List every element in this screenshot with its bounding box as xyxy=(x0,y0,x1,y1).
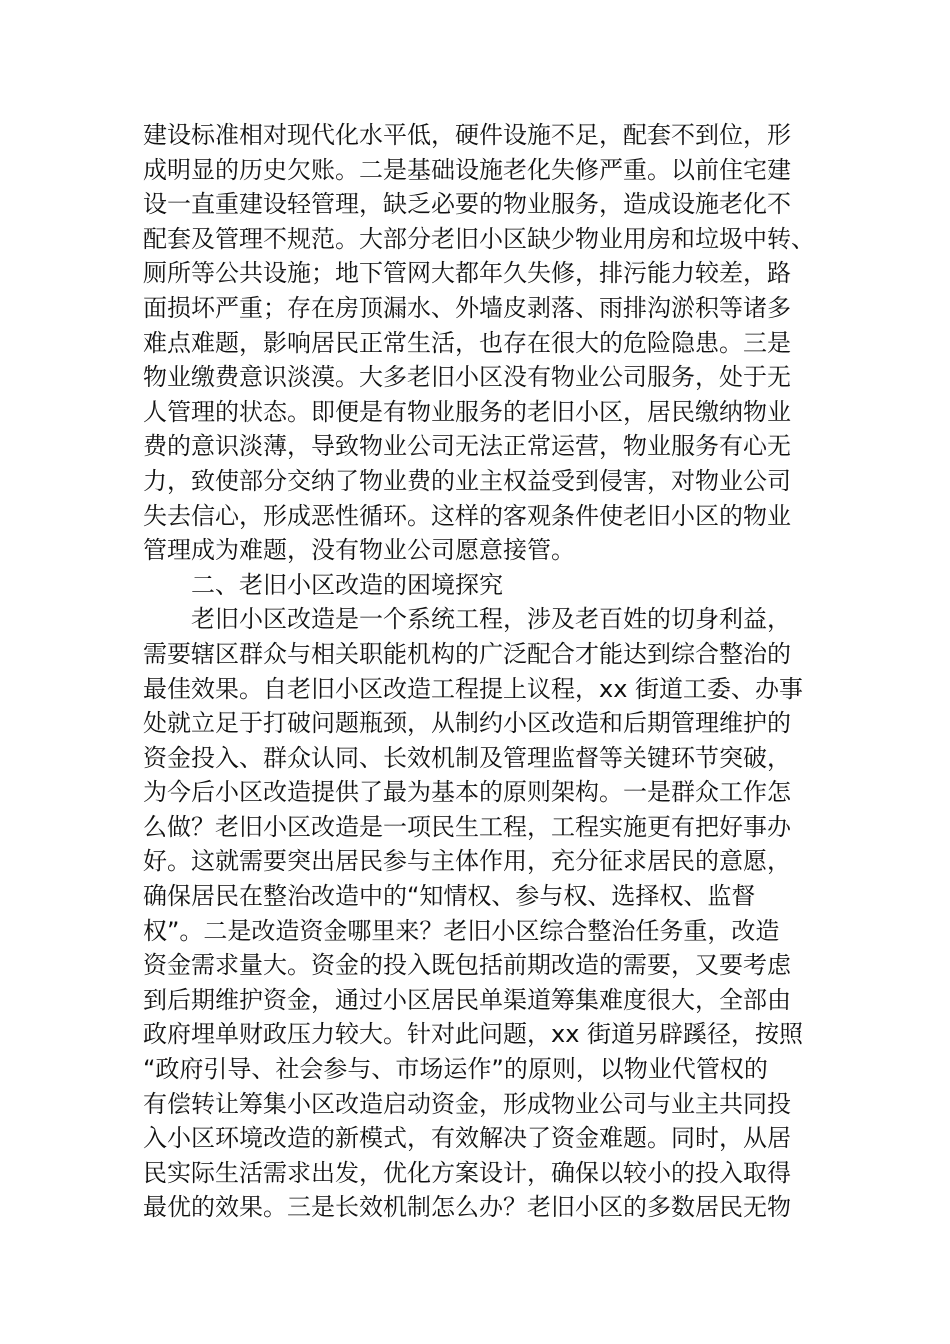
text-line: 资金需求量大。资金的投入既包括前期改造的需要，又要考虑 xyxy=(143,951,791,980)
text-line: 民实际生活需求出发，优化方案设计，确保以较小的投入取得 xyxy=(143,1158,791,1187)
text-line: 难点难题，影响居民正常生活，也存在很大的危险隐患。三是 xyxy=(143,328,791,357)
text-line: 为今后小区改造提供了最为基本的原则架构。一是群众工作怎 xyxy=(143,778,791,807)
text-line: 最优的效果。三是长效机制怎么办？老旧小区的多数居民无物 xyxy=(143,1193,791,1222)
text-line: 物业缴费意识淡漠。大多老旧小区没有物业公司服务，处于无 xyxy=(143,363,791,392)
text-line: 权”。二是改造资金哪里来？老旧小区综合整治任务重，改造 xyxy=(143,916,780,945)
text-line: 厕所等公共设施；地下管网大都年久失修，排污能力较差，路 xyxy=(143,259,791,288)
text-line: 资金投入、群众认同、长效机制及管理监督等关键环节突破， xyxy=(143,743,791,772)
text-line: 设一直重建设轻管理，缺乏必要的物业服务，造成设施老化不 xyxy=(143,190,791,219)
text-line: 人管理的状态。即便是有物业服务的老旧小区，居民缴纳物业 xyxy=(143,397,791,426)
text-line: 最佳效果。自老旧小区改造工程提上议程，xx 街道工委、办事 xyxy=(143,674,804,703)
text-line: 好。这就需要突出居民参与主体作用，充分征求居民的意愿， xyxy=(143,847,791,876)
section-heading: 二、老旧小区改造的困境探究 xyxy=(191,570,503,599)
text-line: 成明显的历史欠账。二是基础设施老化失修严重。以前住宅建 xyxy=(143,155,791,184)
text-line: 建设标准相对现代化水平低，硬件设施不足，配套不到位，形 xyxy=(143,121,791,149)
text-line: 力，致使部分交纳了物业费的业主权益受到侵害，对物业公司 xyxy=(143,466,791,495)
text-line: 失去信心，形成恶性循环。这样的客观条件使老旧小区的物业 xyxy=(143,501,791,530)
text-line: 入小区环境改造的新模式，有效解决了资金难题。同时，从居 xyxy=(143,1124,791,1153)
text-line: “政府引导、社会参与、市场运作”的原则，以物业代管权的 xyxy=(143,1055,768,1084)
text-line: 到后期维护资金，通过小区居民单渠道筹集难度很大，全部由 xyxy=(143,985,791,1014)
text-line: 面损坏严重；存在房顶漏水、外墙皮剥落、雨排沟淤积等诸多 xyxy=(143,293,791,322)
text-line: 有偿转让筹集小区改造启动资金，形成物业公司与业主共同投 xyxy=(143,1089,791,1118)
text-line: 费的意识淡薄，导致物业公司无法正常运营，物业服务有心无 xyxy=(143,432,791,461)
text-line: 管理成为难题，没有物业公司愿意接管。 xyxy=(143,536,575,565)
text-line: 处就立足于打破问题瓶颈，从制约小区改造和后期管理维护的 xyxy=(143,709,791,738)
text-line: 老旧小区改造是一个系统工程，涉及老百姓的切身利益， xyxy=(191,605,791,634)
text-line: 需要辖区群众与相关职能机构的广泛配合才能达到综合整治的 xyxy=(143,639,791,668)
document-body xyxy=(143,118,813,1225)
text-line: 确保居民在整治改造中的“知情权、参与权、选择权、监督 xyxy=(143,882,756,911)
text-line: 配套及管理不规范。大部分老旧小区缺少物业用房和垃圾中转、 xyxy=(143,224,815,253)
text-line: 么做？老旧小区改造是一项民生工程，工程实施更有把好事办 xyxy=(143,812,791,841)
text-line: 政府埋单财政压力较大。针对此问题，xx 街道另辟蹊径，按照 xyxy=(143,1020,804,1049)
